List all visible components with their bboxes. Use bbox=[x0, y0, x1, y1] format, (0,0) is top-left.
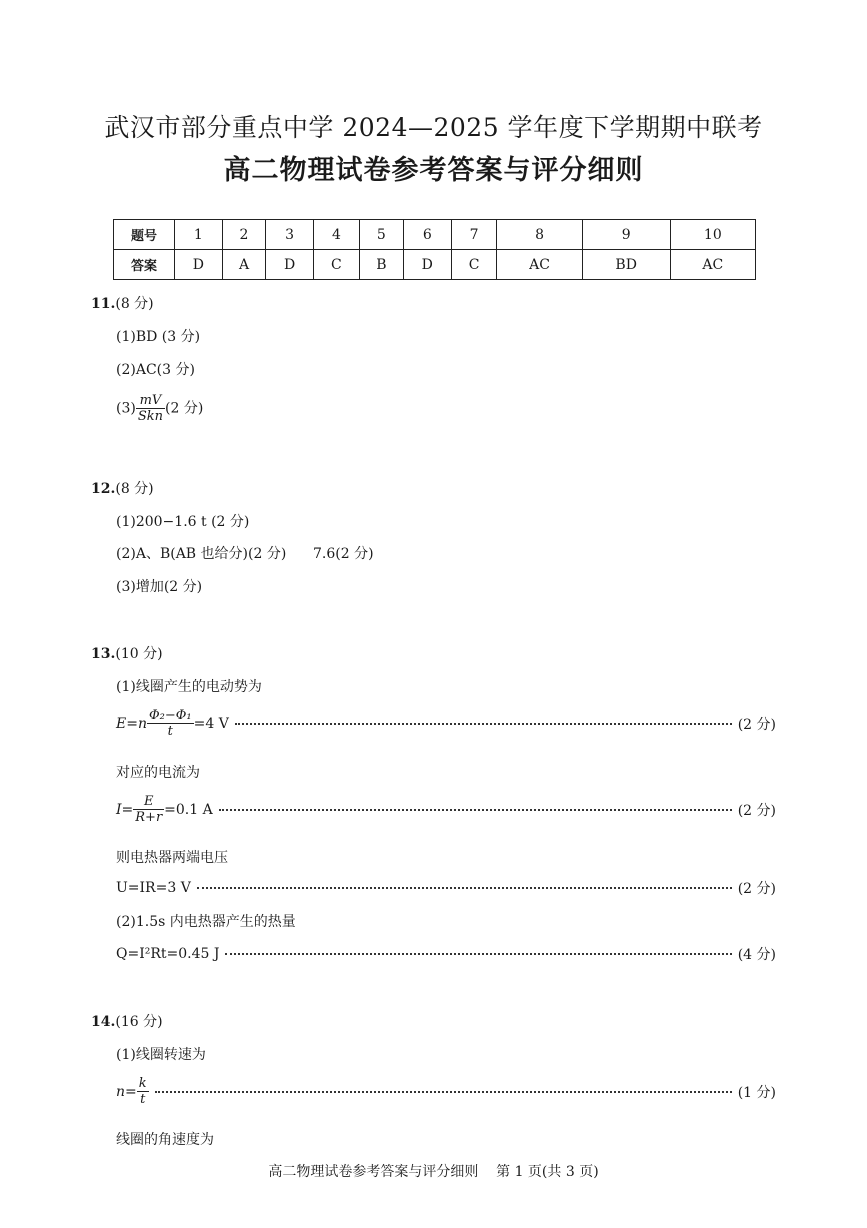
answer-cell: AC bbox=[670, 250, 755, 280]
fraction bbox=[133, 794, 164, 825]
formula-lhs: n= bbox=[116, 1083, 137, 1100]
fraction-numerator: E bbox=[133, 794, 164, 810]
formula-lhs: E=n bbox=[116, 715, 147, 732]
q12-answer-2: (2)A、B(AB 也给分)(2 分) 7.6(2 分) bbox=[116, 546, 374, 562]
q13-formula-4 bbox=[116, 944, 776, 964]
question-number: 7 bbox=[451, 220, 497, 250]
fraction-numerator: k bbox=[138, 1076, 147, 1091]
answer-cell: B bbox=[359, 250, 403, 280]
question-number: 5 bbox=[359, 220, 403, 250]
q12-answer-1: (1)200−1.6 t (2 分) bbox=[116, 514, 250, 530]
fraction-numerator: mV bbox=[136, 393, 165, 409]
dot-leader bbox=[225, 953, 731, 955]
dot-leader bbox=[155, 1091, 732, 1093]
question-number: 10 bbox=[670, 220, 755, 250]
question-number: 12. bbox=[91, 481, 116, 497]
question-11-heading bbox=[91, 293, 154, 313]
question-number: 2 bbox=[222, 220, 265, 250]
row-label: 题号 bbox=[114, 220, 175, 250]
question-number: 14. bbox=[91, 1014, 116, 1030]
question-number: 1 bbox=[175, 220, 223, 250]
question-13-heading bbox=[91, 643, 163, 663]
question-number: 3 bbox=[266, 220, 314, 250]
dot-leader bbox=[197, 887, 732, 889]
q13-text-2: 对应的电流为 bbox=[116, 765, 200, 781]
fraction-denominator: t bbox=[167, 724, 173, 739]
formula-score: (2 分) bbox=[737, 716, 776, 733]
q11-answer-2: (2)AC(3 分) bbox=[116, 362, 195, 378]
answer-score: (2 分) bbox=[165, 400, 204, 417]
fraction-numerator: Φ₂−Φ₁ bbox=[148, 708, 192, 723]
question-number: 6 bbox=[403, 220, 451, 250]
question-score: (16 分) bbox=[115, 1014, 163, 1030]
formula-rhs: =0.1 A bbox=[164, 801, 213, 818]
formula: Q=I²Rt=0.45 J bbox=[116, 946, 220, 962]
table-row bbox=[114, 250, 756, 280]
formula-rhs: =4 V bbox=[193, 715, 229, 732]
q14-text-2: 线圈的角速度为 bbox=[116, 1132, 214, 1148]
answer-cell: A bbox=[222, 250, 265, 280]
question-number: 13. bbox=[91, 646, 116, 662]
q12-answer-3: (3)增加(2 分) bbox=[116, 579, 203, 595]
answer-cell: D bbox=[266, 250, 314, 280]
fraction-denominator: Skn bbox=[137, 409, 163, 424]
question-score: (10 分) bbox=[115, 646, 163, 662]
answer-cell: C bbox=[451, 250, 497, 280]
answer-cell: BD bbox=[582, 250, 670, 280]
answer-prefix: (3) bbox=[116, 400, 136, 417]
q13-formula-3 bbox=[116, 878, 776, 898]
formula-score: (1 分) bbox=[737, 1084, 776, 1101]
q14-text-1: (1)线圈转速为 bbox=[116, 1047, 206, 1063]
document-subtitle: 高二物理试卷参考答案与评分细则 bbox=[223, 155, 644, 186]
q13-text-3: 则电热器两端电压 bbox=[116, 850, 228, 866]
answer-cell: AC bbox=[497, 250, 582, 280]
row-label: 答案 bbox=[114, 250, 175, 280]
table-row bbox=[114, 220, 756, 250]
question-number: 8 bbox=[497, 220, 582, 250]
q11-answer-1: (1)BD (3 分) bbox=[116, 329, 201, 345]
answer-table bbox=[113, 219, 756, 280]
formula-lhs: I= bbox=[116, 801, 134, 818]
q13-text-1: (1)线圈产生的电动势为 bbox=[116, 679, 262, 695]
dot-leader bbox=[235, 723, 732, 725]
answer-cell: D bbox=[403, 250, 451, 280]
question-number: 9 bbox=[582, 220, 670, 250]
q13-formula-1 bbox=[116, 708, 776, 739]
question-score: (8 分) bbox=[115, 296, 154, 312]
fraction bbox=[136, 393, 165, 424]
q11-answer-3 bbox=[116, 393, 203, 424]
question-12-heading bbox=[91, 478, 154, 498]
q13-text-4: (2)1.5s 内电热器产生的热量 bbox=[116, 914, 296, 930]
answer-cell: D bbox=[175, 250, 223, 280]
document-title: 武汉市部分重点中学 2024—2025 学年度下学期期中联考 bbox=[104, 113, 763, 142]
formula: U=IR=3 V bbox=[116, 880, 191, 896]
fraction-denominator: R+r bbox=[135, 810, 163, 825]
question-number: 11. bbox=[91, 296, 116, 312]
q14-formula-1 bbox=[116, 1076, 776, 1107]
formula-score: (2 分) bbox=[737, 802, 776, 819]
page-footer: 高二物理试卷参考答案与评分细则 第 1 页(共 3 页) bbox=[268, 1164, 599, 1180]
question-score: (8 分) bbox=[115, 481, 154, 497]
q13-formula-2 bbox=[116, 794, 776, 825]
formula-score: (2 分) bbox=[737, 881, 776, 897]
fraction bbox=[147, 708, 194, 739]
question-number: 4 bbox=[314, 220, 360, 250]
question-14-heading bbox=[91, 1011, 163, 1031]
fraction bbox=[137, 1076, 149, 1107]
answer-cell: C bbox=[314, 250, 360, 280]
formula-score: (4 分) bbox=[737, 947, 776, 963]
dot-leader bbox=[219, 809, 732, 811]
fraction-denominator: t bbox=[140, 1092, 146, 1107]
